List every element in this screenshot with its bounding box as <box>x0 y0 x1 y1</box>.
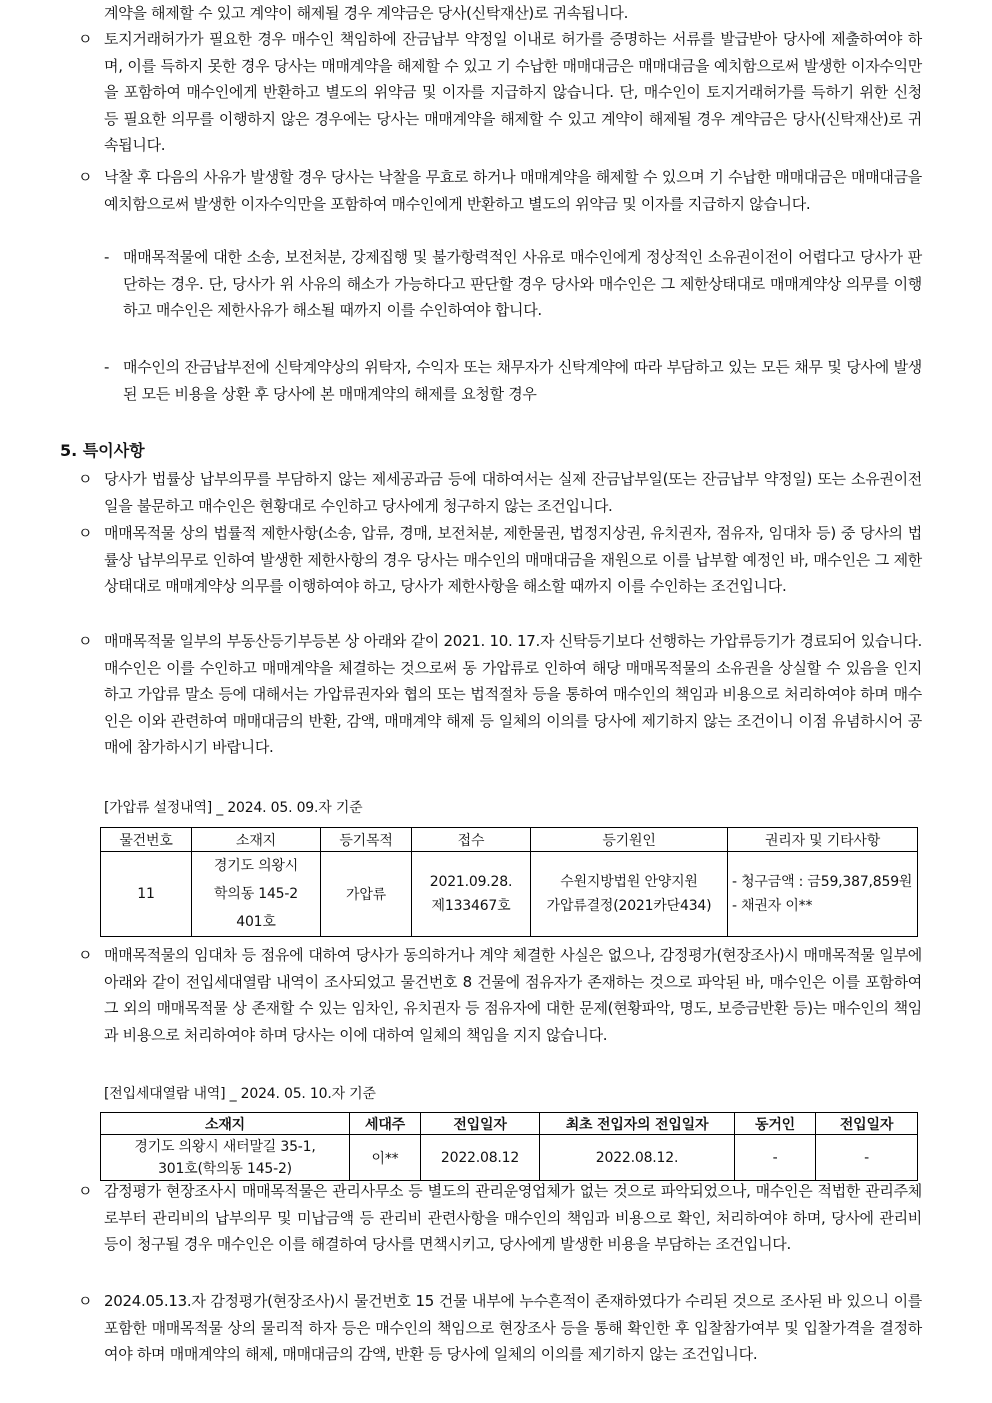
paragraph-contract-cancel-tail: 계약을 해제할 수 있고 계약이 해제될 경우 계약금은 당사(신탁재산)로 귀속됩니다. <box>104 4 629 22</box>
seizure-table-caption: [가압류 설정내역] _ 2024. 05. 09.자 기준 <box>104 800 363 816</box>
address-line: 경기도 의왕시 <box>213 858 299 874</box>
bullet-marker: ㅇ <box>78 1182 93 1200</box>
bullet-marker: ㅇ <box>78 470 93 488</box>
bullet-marker: ㅇ <box>78 1292 93 1310</box>
table-header-cell: 등기원인 <box>531 828 728 852</box>
paragraph-occupancy: 매매목적물의 임대차 등 점유에 대하여 당사가 동의하거나 계약 체결한 사실은 없으나, 감정평가(현장조사)시 매매목적물 일부에 아래와 같이 전입세대열람 내역이 조사되었고 물건번호 8 건물에 점유자가 존재하는 것으로 파악된 바, 매수인은 이를 포함하여 그 외의 매매목적물 상 존재할 수 있는 임차인, 유치권자 등 점유자에 대한 문제(현황파악, 명도, 보증금반환 등)는 매수인의 책임과 비용으로 처리하여야 하며 당사는 이에 대하여 일체의 책임을 지지 않습니다. <box>104 946 922 1044</box>
claim-amount: - 청구금액 : 금59,387,859원 <box>732 874 913 890</box>
subitem-legal-restrictions: 매매목적물에 대한 소송, 보전처분, 강제집행 및 불가항력적인 사유로 매수인에게 정상적인 소유권이전이 어렵다고 당사가 판단하는 경우. 단, 당사가 위 사유의 해소가 가능하다고 판단할 경우 당사와 매수인은 그 제한상태대로 매매계약상 의무를 이행하고 매수인은 제한사유가 해소될 때까지 이를 수인하여야 합니다. <box>123 248 922 319</box>
address-cell <box>192 852 321 937</box>
bullet-marker: ㅇ <box>78 524 93 542</box>
bullet-marker: ㅇ <box>78 30 93 48</box>
item-number-cell: 11 <box>101 852 192 937</box>
cause-court: 수원지방법원 안양지원 <box>560 874 698 890</box>
receipt-number: 제133467호 <box>431 898 511 914</box>
first-move-in-date-cell: 2022.08.12. <box>540 1135 735 1181</box>
cause-cell <box>531 852 728 937</box>
table-row <box>101 852 918 937</box>
address-line: 학의동 145-2 <box>214 886 298 902</box>
table-header-cell: 전입일자 <box>816 1113 918 1135</box>
residence-table-caption: [전입세대열람 내역] _ 2024. 05. 10.자 기준 <box>104 1086 376 1102</box>
table-header-cell: 전입일자 <box>421 1113 540 1135</box>
householder-cell: 이** <box>350 1135 421 1181</box>
move-in-date-cell: 2022.08.12 <box>421 1135 540 1181</box>
receipt-cell <box>412 852 531 937</box>
table-header-cell: 동거인 <box>735 1113 816 1135</box>
cause-decision: 가압류결정(2021카단434) <box>546 898 712 914</box>
creditor: - 채권자 이** <box>732 898 813 914</box>
receipt-date: 2021.09.28. <box>429 874 513 890</box>
table-header-cell: 등기목적 <box>321 828 412 852</box>
table-header-row <box>101 828 918 852</box>
seizure-table <box>100 827 918 937</box>
table-row <box>101 1135 918 1181</box>
table-header-row <box>101 1113 918 1135</box>
bullet-marker: ㅇ <box>78 632 93 650</box>
table-header-cell: 세대주 <box>350 1113 421 1135</box>
table-header-cell: 물건번호 <box>101 828 192 852</box>
rights-cell <box>728 852 918 937</box>
paragraph-provisional-seizure: 매매목적물 일부의 부동산등기부등본 상 아래와 같이 2021. 10. 17.자 신탁등기보다 선행하는 가압류등기가 경료되어 있습니다. 매수인은 이를 수인하고 매매계약을 체결하는 것으로써 동 가압류로 인하여 해당 매매목적물의 소유권을 상실할 수 있음을 인지하고 가압류 말소 등에 대해서는 가압류권자와 협의 또는 법적절차 등을 통하여 매수인의 책임과 비용으로 처리하여야 하며 매수인은 이와 관련하여 매매대금의 반환, 감액, 매매계약 해제 등 일체의 이의를 당사에 제기하지 않는 조건이니 이점 유념하시어 공매에 참가하시기 바랍니다. <box>104 632 922 756</box>
table-header-cell: 권리자 및 기타사항 <box>728 828 918 852</box>
table-header-cell: 소재지 <box>101 1113 350 1135</box>
table-header-cell: 접수 <box>412 828 531 852</box>
bullet-marker: ㅇ <box>78 946 93 964</box>
paragraph-legal-limits: 매매목적물 상의 법률적 제한사항(소송, 압류, 경매, 보전처분, 제한물권, 법정지상권, 유치권자, 점유자, 임대차 등) 중 당사의 법률상 납부의무로 인하여 발생한 제한사항의 경우 당사는 매수인의 매매대금을 재원으로 이를 납부할 예정인 바, 매수인은 그 제한상태대로 매매계약상 의무를 이행하여야 하고, 당사가 제한사항을 해소할 때까지 이를 수인하는 조건입니다. <box>104 524 922 595</box>
bullet-marker: ㅇ <box>78 168 93 186</box>
cohabitant-cell: - <box>735 1135 816 1181</box>
paragraph-land-permit: 토지거래허가가 필요한 경우 매수인 책임하에 잔금납부 약정일 이내로 허가를 증명하는 서류를 발급받아 당사에 제출하여야 하며, 이를 득하지 못한 경우 당사는 매매계약을 해제할 수 있고 기 수납한 매매대금은 매매대금을 예치함으로써 발생한 이자수익만을 포함하여 매수인에게 반환하고 별도의 위약금 및 이자를 지급하지 않습니다. 단, 매수인이 토지거래허가를 득하기 위한 신청 등 필요한 의무를 이행하지 않은 경우에는 당사는 매매계약을 해제할 수 있고 계약이 해제될 경우 계약금은 당사(신탁재산)로 귀속됩니다. <box>104 30 922 154</box>
paragraph-management-fee: 감정평가 현장조사시 매매목적물은 관리사무소 등 별도의 관리운영업체가 없는 것으로 파악되었으나, 매수인은 적법한 관리주체로부터 관리비의 납부의무 및 미납금액 등 관리비 관련사항을 매수인의 책임과 비용으로 확인, 처리하여야 하며, 당사에 관리비 등이 청구될 경우 매수인은 이를 해결하여 당사를 면책시키고, 당사에게 발생한 비용을 부담하는 조건입니다. <box>104 1182 922 1253</box>
dash-marker: - <box>104 358 110 376</box>
cohabitant-date-cell: - <box>816 1135 918 1181</box>
paragraph-bid-void-reasons: 낙찰 후 다음의 사유가 발생할 경우 당사는 낙찰을 무효로 하거나 매매계약을 해제할 수 있으며 기 수납한 매매대금은 매매대금을 예치함으로써 발생한 이자수익만을 포함하여 매수인에게 반환하고 별도의 위약금 및 이자를 지급하지 않습니다. <box>104 168 922 213</box>
purpose-cell: 가압류 <box>321 852 412 937</box>
paragraph-taxes: 당사가 법률상 납부의무를 부담하지 않는 제세공과금 등에 대하여서는 실제 잔금납부일(또는 잔금납부 약정일) 또는 소유권이전일을 불문하고 매수인은 현황대로 수인하고 당사에게 청구하지 않는 조건입니다. <box>104 470 922 515</box>
table-header-cell: 소재지 <box>192 828 321 852</box>
dash-marker: - <box>104 248 110 266</box>
residence-table <box>100 1112 918 1181</box>
subitem-trustor-repayment: 매수인의 잔금납부전에 신탁계약상의 위탁자, 수익자 또는 채무자가 신탁계약에 따라 부담하고 있는 모든 채무 및 당사에 발생된 모든 비용을 상환 후 당사에 본 매매계약의 해제를 요청할 경우 <box>123 358 922 403</box>
table-header-cell: 최초 전입자의 전입일자 <box>540 1113 735 1135</box>
address-line: 301호(학의동 145-2) <box>158 1160 292 1177</box>
address-line: 경기도 의왕시 새터말길 35-1, <box>134 1138 316 1155</box>
address-line: 401호 <box>236 914 276 930</box>
address-cell <box>101 1135 350 1181</box>
section-heading: 5. 특이사항 <box>60 441 145 460</box>
paragraph-leak-defect: 2024.05.13.자 감정평가(현장조사)시 물건번호 15 건물 내부에 누수흔적이 존재하였다가 수리된 것으로 조사된 바 있으니 이를 포함한 매매목적물 상의 물리적 하자 등은 매수인의 책임으로 현장조사 등을 통해 확인한 후 입찰참가여부 및 입찰가격을 결정하여야 하며 매매계약의 해제, 매매대금의 감액, 반환 등 당사에 일체의 이의를 제기하지 않는 조건입니다. <box>104 1292 922 1363</box>
